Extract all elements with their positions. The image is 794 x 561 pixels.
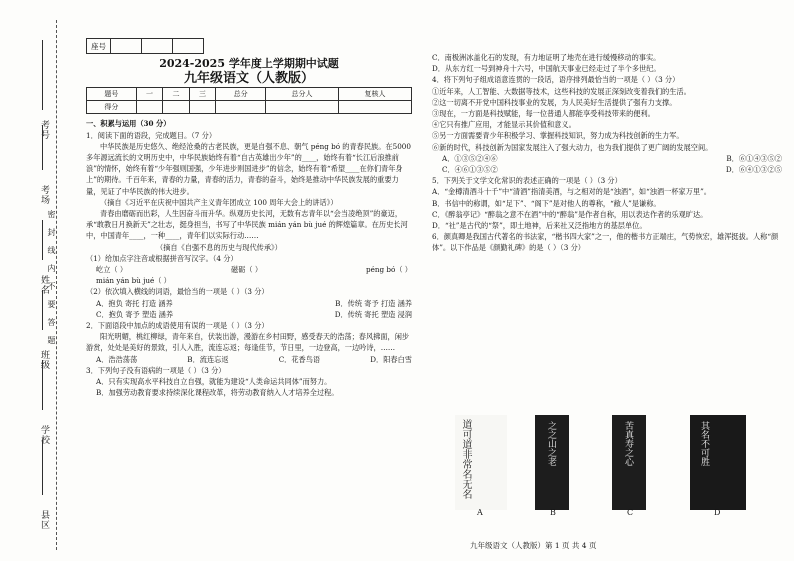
- q5-option-a[interactable]: A．“金樽清酒斗十千”中“清酒”指清美酒，与之相对的是“浊酒”，如“浊酒一杯家万里”。: [432, 187, 711, 197]
- pinyin-blanks: [86, 275, 412, 286]
- score-header: 二: [163, 88, 190, 101]
- option-b[interactable]: B．⑥①④③⑤②: [726, 153, 782, 163]
- options-row: [432, 164, 782, 175]
- option-a[interactable]: A．抱负 寄托 打造 涵养: [96, 298, 173, 308]
- score-cell[interactable]: [163, 101, 190, 114]
- section-heading: 一、积累与运用（30 分）: [86, 119, 171, 129]
- question-2: 2．下面语段中加点的成语使用有误的一项是（ ）（3 分）: [86, 321, 269, 331]
- score-header: 总分: [216, 88, 266, 101]
- exam-title: 2024-2025 学年度上学期期中试题: [159, 57, 339, 70]
- option-b[interactable]: B．流连忘返: [187, 354, 229, 364]
- option-c[interactable]: C．花香鸟语: [278, 354, 321, 364]
- score-cell[interactable]: [136, 101, 163, 114]
- county-line[interactable]: [42, 440, 43, 495]
- options-row: [86, 354, 412, 365]
- calligraphy-image-d: [690, 415, 746, 510]
- score-header: 三: [189, 88, 216, 101]
- blank-item: péng bó（ ）: [366, 265, 412, 275]
- label-class: 班级: [39, 350, 49, 370]
- label-county: 县区: [39, 510, 49, 530]
- school-line[interactable]: [42, 360, 43, 410]
- question-1-1: （1）给加点字注音或根据拼音写汉字。（4 分）: [86, 253, 238, 263]
- score-cell[interactable]: [189, 101, 216, 114]
- question-5: 5．下列关于文学文化常识的表述正确的一项是（ ）（3 分）: [432, 176, 622, 186]
- q5-option-b[interactable]: B．书信中的称谓，如“足下”、“阁下”是对他人的尊称，“敝人”是谦称。: [432, 198, 661, 208]
- calligraphy-image-b: [535, 415, 569, 510]
- left-column: [86, 28, 412, 398]
- name-line[interactable]: [42, 220, 43, 260]
- q4-item-4: ④它只有推广应用，才能显示其价值和意义。: [432, 120, 576, 130]
- image-label-b: B: [550, 508, 556, 517]
- score-cell[interactable]: [266, 101, 339, 114]
- question-3-option-d[interactable]: D．从东方红一号到神舟十六号，中国航天事业已经走过了半个多世纪。: [432, 64, 661, 74]
- calligraphy-b-text: 之之山之老: [546, 421, 556, 466]
- question-3-option-b[interactable]: B．加强劳动教育要求持续深化课程改革，将劳动教育纳入人才培养全过程。: [96, 388, 339, 398]
- label-name: 姓名: [39, 275, 49, 295]
- options-row: [432, 153, 782, 164]
- option-c[interactable]: C．抱负 寄予 塑造 涵养: [96, 309, 174, 319]
- exam-room-line[interactable]: [42, 125, 43, 170]
- calligraphy-d-text: 其名不可胜: [699, 421, 709, 466]
- question-1-2: （2）依次填入横线的词语，最恰当的一项是（ ）（3 分）: [86, 287, 269, 297]
- q5-option-d[interactable]: D．“社”是古代的“祭”，即土地神，后来社又泛指地方的基层单位。: [432, 221, 647, 231]
- question-3-option-c[interactable]: C．南极洲冰盖化石的发现，有力地证明了地壳在进行缓慢移动的事实。: [432, 53, 661, 62]
- right-column: [432, 52, 782, 254]
- seal-notice: 密封线内不要答题: [47, 210, 56, 354]
- option-d[interactable]: D．传统 寄托 塑造 浸润: [334, 309, 412, 319]
- score-header: 总分人: [266, 88, 339, 101]
- option-a[interactable]: A．浩浩荡荡: [96, 354, 138, 364]
- question-1: 1．阅读下面的语段，完成题目。（7 分）: [86, 130, 217, 140]
- exam-no-line[interactable]: [42, 40, 43, 110]
- calligraphy-image-a: [455, 415, 507, 510]
- q4-item-2: ②这一切离不开党中国科技事业的发展，为人民美好生活提供了强有力支撑。: [432, 97, 677, 107]
- calligraphy-c-text: 苦真寿之心: [623, 421, 633, 466]
- calligraphy-image-c: [612, 415, 646, 510]
- question-6: 6．颜真卿是我国古代著名的书法家，“楷书四大家”之一，他的楷书方正端庄，气势恢宏，雄浑挺拔。人称“颜体”。以下作品是《颜勤礼碑》的是（ ）（3 分）: [432, 232, 779, 253]
- image-label-a: A: [477, 508, 483, 517]
- q4-item-6: ⑥新的时代，科技创新为国家发展注入了强大动力，也为我们提供了更广阔的发展空间。: [432, 142, 713, 152]
- question-3-option-a[interactable]: A．只有实现高水平科技自立自强，就能为建设“人类命运共同体”而努力。: [96, 377, 332, 387]
- option-b[interactable]: B．传统 寄予 打造 涵养: [335, 298, 412, 308]
- passage-source-2: （摘自《自强不息的历史与现代传承》）: [156, 242, 282, 252]
- page-footer: 九年级语文（人教版）第 1 页 共 4 页: [470, 541, 597, 550]
- passage-source-1: （摘自《习近平在庆祝中国共产主义青年团成立 100 周年大会上的讲话》）: [100, 197, 338, 207]
- score-cell[interactable]: [338, 101, 411, 114]
- question-2-passage: 阳光明媚，桃红柳绿，青年来自，伏装出游，漫游在乡村田野，感受春天的浩荡；春风拂面，闲步游赏，处处是美好的景致，引人入胜，流连忘返；每逢佳节，节日里，一边登高，一边吟诗，……: [86, 332, 410, 353]
- passage-para-2: 青春由磨砺而出彩，人生因奋斗而升华。纵观历史长河，无数有志青年以“会当凌绝顶”的豪迈，承“敢教日月换新天”之壮志，挺身担当，书写了中华民族 mián yán bù jué 的辉煌篇章。在历史长河中，中国青年____，一种____，青年们以实际行动……: [86, 209, 408, 241]
- passage-para-1: 中华民族是历史悠久、绝经沧桑的古老民族，更是自强不息、朝气 péng bó 的青春民族。在5000 多年源远流长的文明历史中，中华民族始终有着“自古英雄出少年”的____，始终有着“长江后浪推前浪”的情怀，始终有着“少年强则国强，少年进步则国进步”的信念，始终有着“希望____在你们青年身上”的期待。千百年来，青春的力量，青春的活力，青春的奋斗，始终是推动中华民族发展的重要力量，见证了中华民族的伟大进步。: [86, 141, 411, 196]
- class-line[interactable]: [42, 290, 43, 330]
- question-3: 3．下列句子没有语病的一项是（ ）（3 分）: [86, 365, 226, 375]
- binding-strip: [8, 20, 78, 560]
- option-d[interactable]: D．⑥④①③②⑤: [725, 165, 782, 175]
- image-label-d: D: [714, 508, 721, 517]
- label-school: 学校: [39, 425, 49, 445]
- option-d[interactable]: D．阳春白雪: [370, 354, 412, 364]
- blank-item: 磁砺（ ）: [231, 265, 263, 275]
- option-a[interactable]: A．①③⑤②④⑥: [442, 153, 498, 163]
- blank-item: 屹立（ ）: [96, 265, 128, 275]
- options-row: [86, 298, 412, 309]
- blank-item: mián yán bù jué（ ）: [96, 276, 171, 286]
- label-exam-no: 考号: [39, 120, 49, 140]
- exam-subtitle: 九年级语文（人教版）: [183, 71, 314, 87]
- image-label-c: C: [627, 508, 634, 517]
- score-row-label: 得分: [87, 101, 137, 114]
- label-exam-room: 考场: [39, 185, 49, 205]
- q4-item-1: ①近年来，人工智能、大数据等技术，这些科技的发展正深刻改变着我们的生活。: [432, 86, 691, 96]
- score-table: [86, 87, 412, 114]
- options-row: [86, 309, 412, 320]
- option-c[interactable]: C．④⑥①③⑤②: [442, 165, 498, 175]
- pinyin-blanks: [86, 264, 412, 275]
- score-header: 题号: [87, 88, 137, 101]
- seat-label: 座号: [87, 39, 111, 54]
- score-cell[interactable]: [216, 101, 266, 114]
- question-4: 4．将下列句子组成语意连贯的一段话，语序排列最恰当的一项是（ ）（3 分）: [432, 75, 680, 85]
- calligraphy-a-text: 道可道非常名无名: [460, 419, 471, 499]
- score-header: 一: [136, 88, 163, 101]
- score-header: 复核人: [338, 88, 411, 101]
- q4-item-3: ③现在，一方面是科技赋能，每一位普通人都能享受科技带来的便利。: [432, 109, 655, 119]
- q4-item-5: ⑤另一方面需要青少年积极学习、掌握科技知识，努力成为科技创新的生力军。: [432, 131, 684, 141]
- q5-option-c[interactable]: C．《醉翁亭记》“醉翁之意不在酒”中的“醉翁”是作者自称，用以表达作者的乐观旷达。: [432, 209, 708, 219]
